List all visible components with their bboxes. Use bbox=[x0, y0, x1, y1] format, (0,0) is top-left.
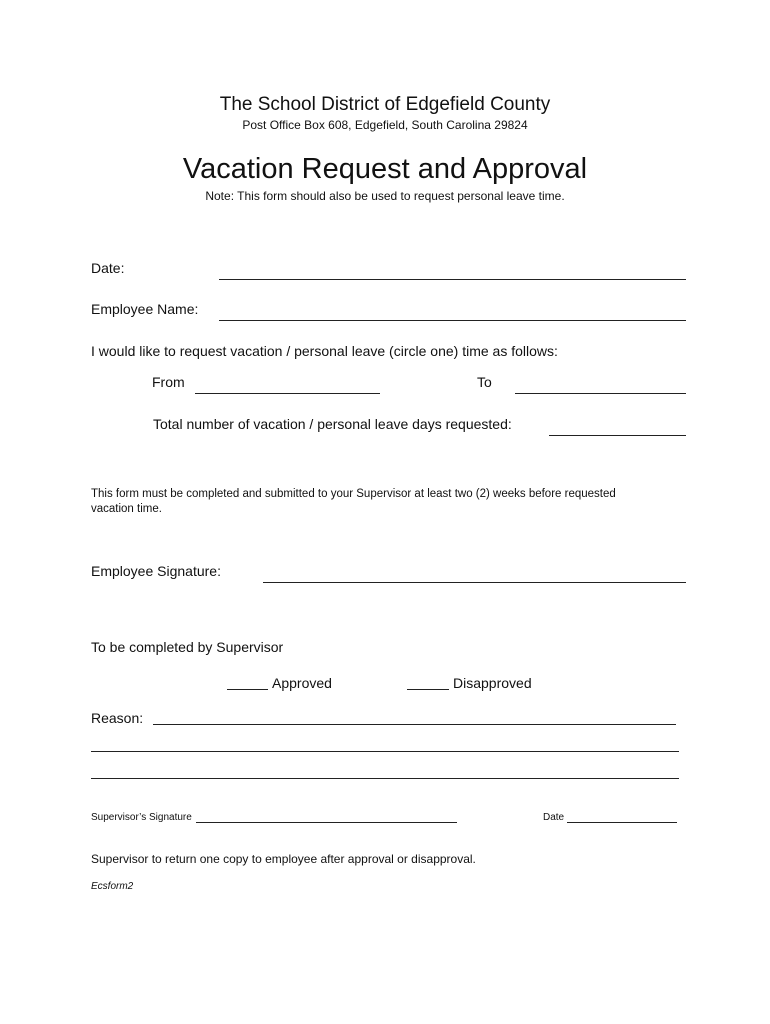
district-address: Post Office Box 608, Edgefield, South Carolina 29824 bbox=[242, 118, 528, 132]
supervisor-section-heading: To be completed by Supervisor bbox=[91, 639, 284, 655]
total-days-field-line[interactable] bbox=[549, 435, 686, 436]
supervisor-date-field-line[interactable] bbox=[567, 822, 677, 823]
request-statement: I would like to request vacation / personal leave (circle one) time as follows: bbox=[91, 343, 558, 359]
disapproved-label: Disapproved bbox=[453, 675, 532, 691]
from-label: From bbox=[152, 374, 185, 390]
form-title: Vacation Request and Approval bbox=[182, 153, 588, 185]
instructions-line-2: vacation time. bbox=[91, 503, 162, 515]
reason-label: Reason: bbox=[91, 710, 144, 726]
employee-signature-field-line[interactable] bbox=[263, 582, 686, 583]
from-date-field-line[interactable] bbox=[195, 393, 380, 394]
supervisor-signature-label: Supervisor’s Signature bbox=[91, 812, 192, 823]
instructions-line-1: This form must be completed and submitted to your Supervisor at least two (2) weeks before requested bbox=[91, 488, 616, 500]
employee-signature-label: Employee Signature: bbox=[91, 563, 221, 579]
disapproved-blank[interactable] bbox=[407, 689, 449, 690]
form-id: Ecsform2 bbox=[91, 881, 134, 892]
reason-field-line-3[interactable] bbox=[91, 778, 679, 779]
return-note: Supervisor to return one copy to employee after approval or disapproval. bbox=[91, 852, 476, 866]
employee-name-field-line[interactable] bbox=[219, 320, 686, 321]
form-note: Note: This form should also be used to request personal leave time. bbox=[205, 189, 565, 203]
employee-name-label: Employee Name: bbox=[91, 301, 199, 317]
supervisor-signature-field-line[interactable] bbox=[196, 822, 457, 823]
total-days-label: Total number of vacation / personal leave days requested: bbox=[153, 416, 512, 432]
to-date-field-line[interactable] bbox=[515, 393, 686, 394]
date-label: Date: bbox=[91, 260, 125, 276]
to-label: To bbox=[477, 374, 492, 390]
reason-field-line-2[interactable] bbox=[91, 751, 679, 752]
approved-label: Approved bbox=[272, 675, 332, 691]
district-name: The School District of Edgefield County bbox=[219, 94, 551, 115]
approved-blank[interactable] bbox=[227, 689, 268, 690]
date-field-line[interactable] bbox=[219, 279, 686, 280]
reason-field-line-1[interactable] bbox=[153, 724, 676, 725]
supervisor-date-label: Date bbox=[543, 812, 565, 823]
